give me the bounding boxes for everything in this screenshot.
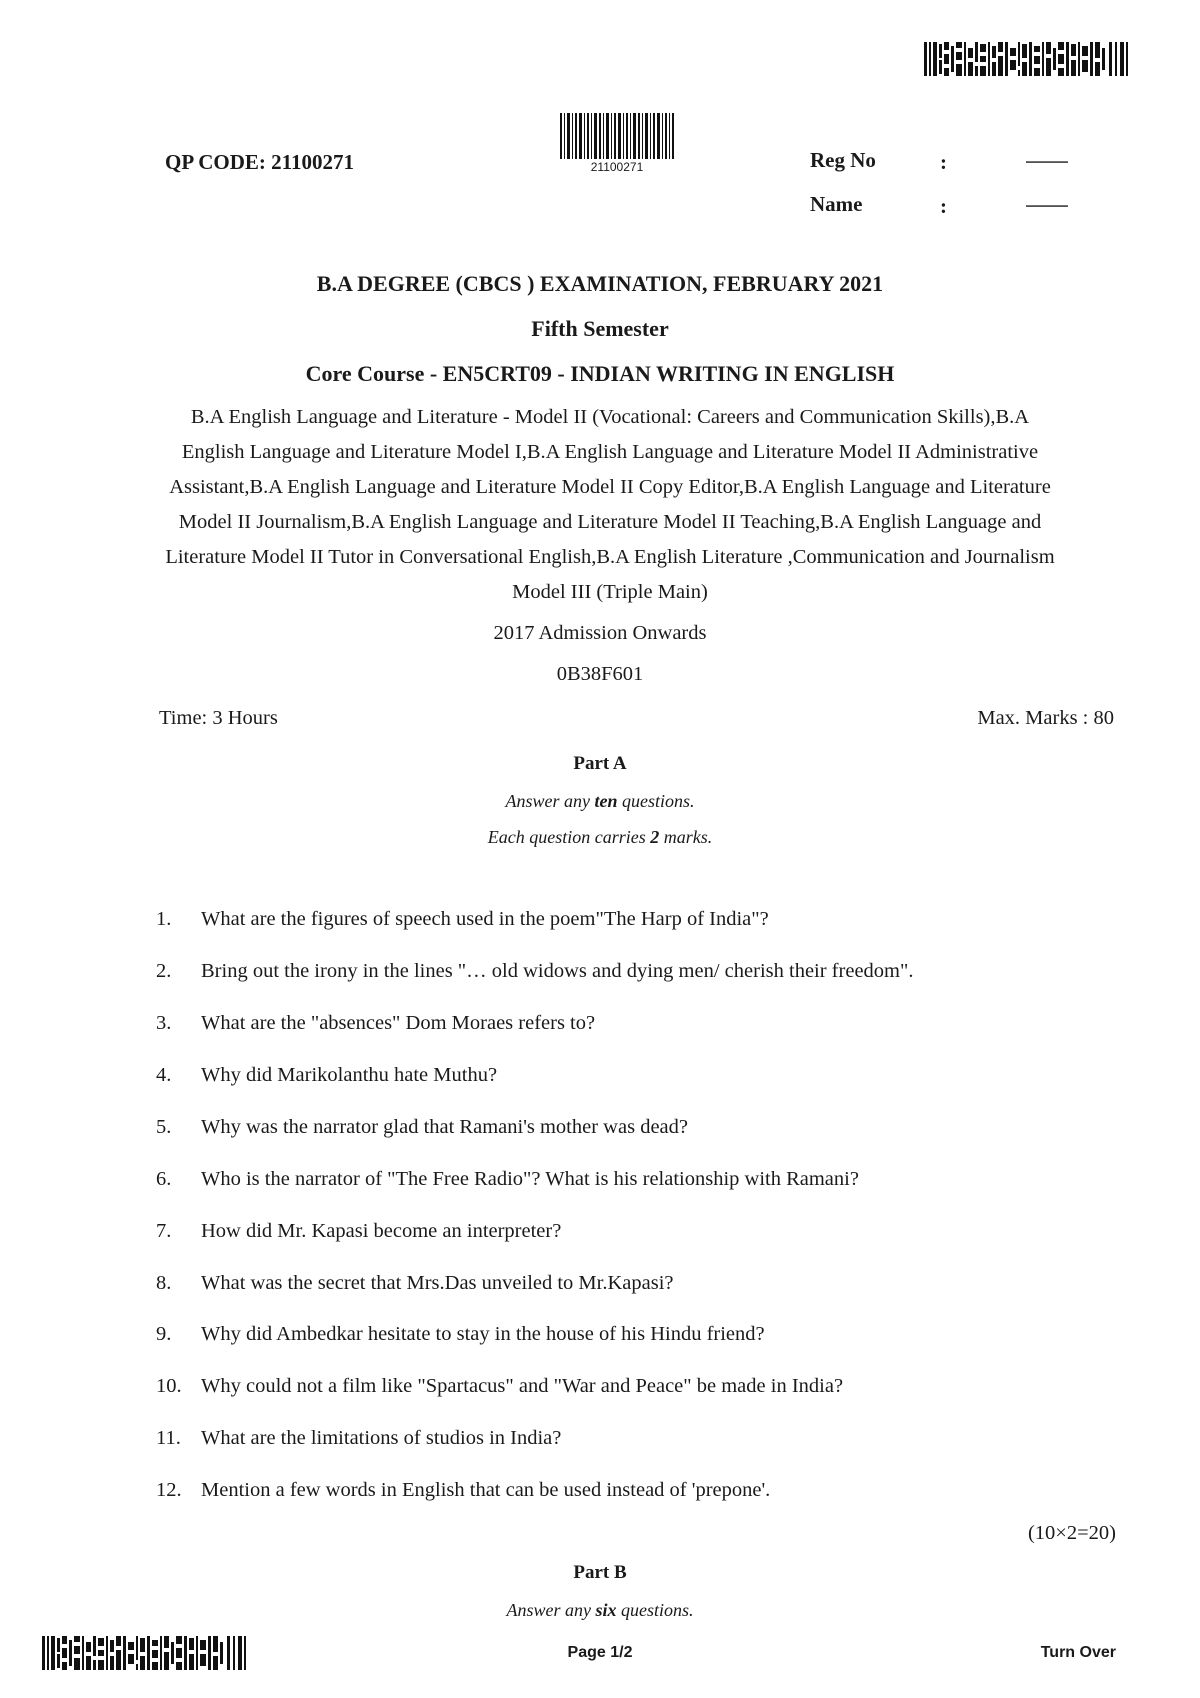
part-b-instruction [0, 1600, 1200, 1621]
question-number: 2. [156, 960, 172, 982]
instruction-count: ten [594, 791, 618, 811]
qp-code-barcode [560, 113, 674, 159]
instruction-text: Answer any [506, 1600, 596, 1620]
question-number: 6. [156, 1168, 172, 1190]
time-duration: Time: 3 Hours [159, 707, 278, 729]
question-number: 4. [156, 1064, 172, 1086]
marks-note-count: 2 [650, 827, 660, 847]
question-text: How did Mr. Kapasi become an interpreter? [201, 1220, 562, 1242]
question-text: What was the secret that Mrs.Das unveiled to Mr.Kapasi? [201, 1272, 674, 1294]
question-number: 12. [156, 1479, 182, 1501]
exam-title: B.A DEGREE (CBCS ) EXAMINATION, FEBRUARY 2021 [316, 271, 884, 296]
instruction-text: questions. [616, 1600, 694, 1620]
question-text: What are the "absences" Dom Moraes refers to? [201, 1012, 596, 1034]
semester: Fifth Semester [531, 316, 669, 341]
question-text: Why did Ambedkar hesitate to stay in the house of his Hindu friend? [201, 1323, 765, 1345]
name-label: Name [810, 192, 863, 216]
programmes-list [60, 400, 1160, 610]
question-text: Why was the narrator glad that Ramani's mother was dead? [201, 1116, 688, 1138]
reg-no-label: Reg No [810, 148, 876, 172]
question-number: 5. [156, 1116, 172, 1138]
page-number: Page 1/2 [567, 1644, 633, 1661]
question-text: Who is the narrator of "The Free Radio"? What is his relationship with Ramani? [201, 1168, 859, 1190]
paper-code: 0B38F601 [556, 663, 644, 685]
max-marks: Max. Marks : 80 [977, 707, 1114, 729]
marks-note-text: marks. [659, 827, 713, 847]
question-text: Mention a few words in English that can be used instead of 'prepone'. [201, 1479, 771, 1501]
instruction-text: Answer any [505, 791, 595, 811]
qp-code: QP CODE: 21100271 [165, 150, 355, 174]
top-right-barcode [924, 42, 1128, 76]
programme-line: Model II Journalism,B.A English Language and Literature Model II Teaching,B.A English Language and [178, 511, 1042, 533]
question-number: 1. [156, 908, 172, 930]
programme-line: Model III (Triple Main) [512, 581, 708, 603]
name-colon: : [940, 194, 947, 218]
question-text: Bring out the irony in the lines "… old widows and dying men/ cherish their freedom". [201, 960, 914, 982]
name-field: ..................... [1025, 194, 1067, 211]
instruction-count: six [595, 1600, 617, 1620]
question-number: 3. [156, 1012, 172, 1034]
part-a-instruction [0, 791, 1200, 812]
admission-note: 2017 Admission Onwards [493, 622, 707, 644]
question-text: Why did Marikolanthu hate Muthu? [201, 1064, 498, 1086]
question-number: 9. [156, 1323, 172, 1345]
part-a-marks-note [0, 827, 1200, 848]
question-number: 7. [156, 1220, 172, 1242]
question-number: 8. [156, 1272, 172, 1294]
programme-line: Assistant,B.A English Language and Literature Model II Copy Editor,B.A English Language and Literature [169, 476, 1051, 498]
turn-over-note: Turn Over [1040, 1644, 1116, 1661]
programme-line: B.A English Language and Literature - Model II (Vocational: Careers and Communication Skills),B.A [190, 406, 1030, 428]
barcode-number: 21100271 [590, 160, 644, 174]
reg-no-colon: : [940, 150, 947, 174]
course-title: Core Course - EN5CRT09 - INDIAN WRITING IN ENGLISH [305, 361, 895, 386]
question-text: Why could not a film like "Spartacus" and "War and Peace" be made in India? [201, 1375, 844, 1397]
question-text: What are the figures of speech used in the poem"The Harp of India"? [201, 908, 769, 930]
part-a-marks-total: (10×2=20) [1027, 1522, 1116, 1544]
marks-note-text: Each question carries [487, 827, 651, 847]
part-b-heading: Part B [573, 1562, 627, 1583]
question-number: 11. [156, 1427, 181, 1449]
instruction-text: questions. [617, 791, 695, 811]
part-a-heading: Part A [573, 753, 627, 774]
question-text: What are the limitations of studios in India? [201, 1427, 562, 1449]
programme-line: English Language and Literature Model I,B.A English Language and Literature Model II Administrative [181, 441, 1039, 463]
reg-no-field: ..................... [1025, 150, 1067, 167]
programme-line: Literature Model II Tutor in Conversational English,B.A English Literature ,Communication and Journalism [165, 546, 1055, 568]
question-number: 10. [156, 1375, 182, 1397]
